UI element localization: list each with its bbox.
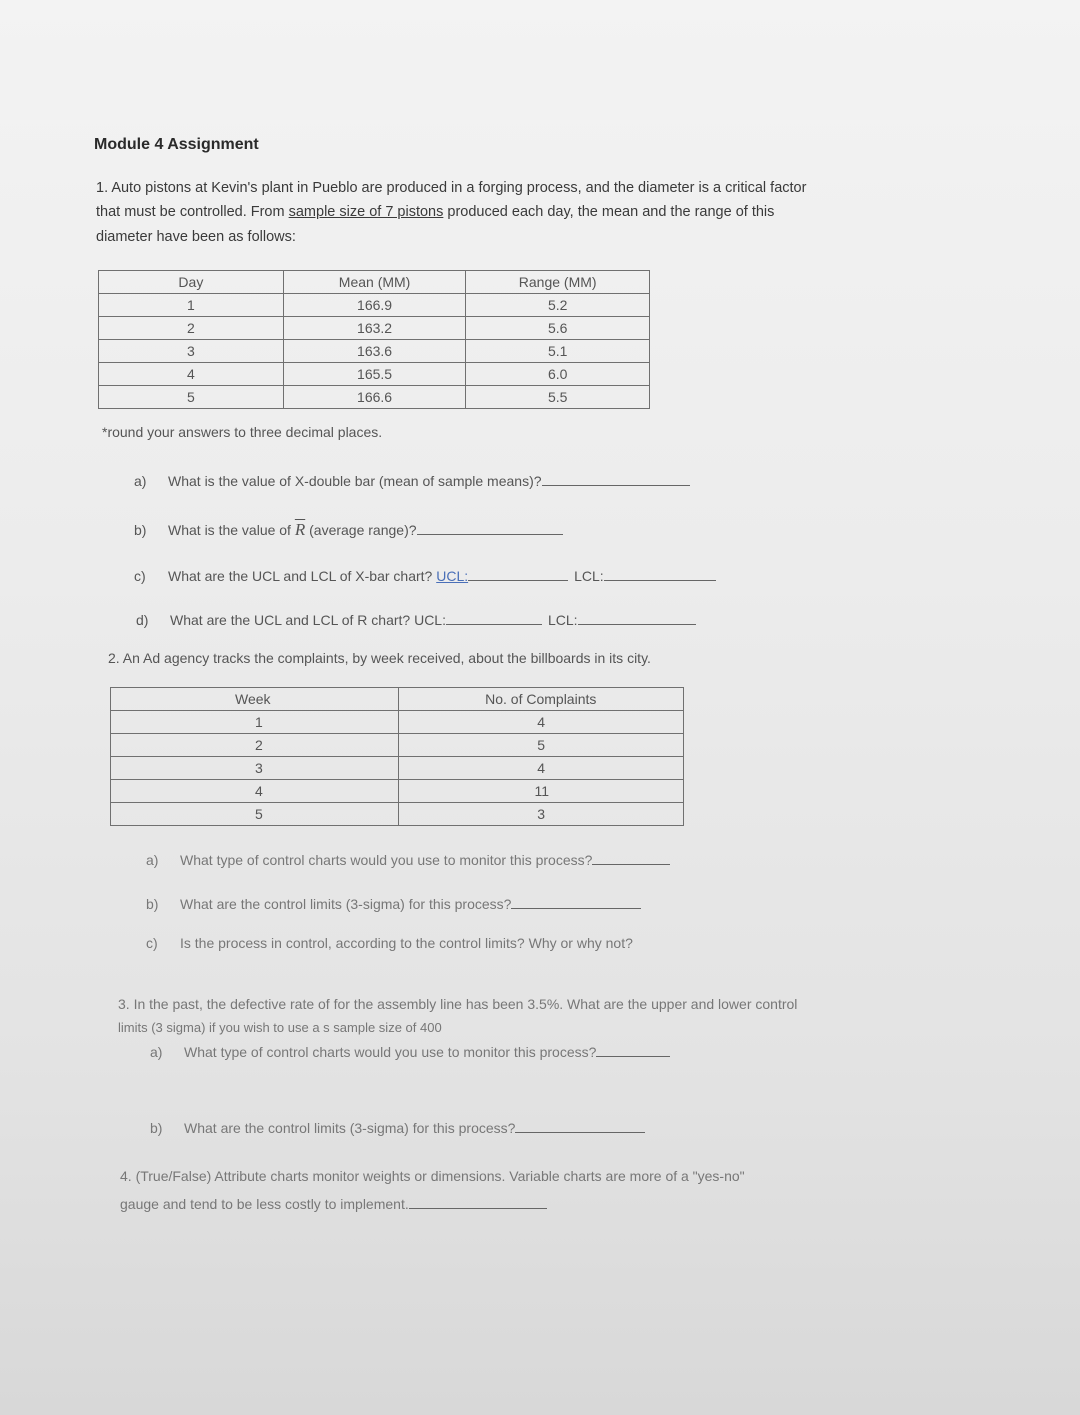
table-header-mean: Mean (MM) [283,271,466,294]
q1-b-answer-blank[interactable] [417,520,563,535]
q1-b-r-symbol: $\overline{R}$ [294,520,306,539]
q3-a-label: a) [150,1044,163,1060]
table-cell-complaints: 4 [398,711,683,734]
table-cell-complaints: 5 [398,734,683,757]
table-cell-range: 6.0 [466,363,650,386]
q2-a-label: a) [146,852,159,868]
q4-text-line2 [120,1194,547,1212]
table-header-row [99,271,650,294]
q1-d-label: d) [136,612,149,628]
table-cell-range: 5.5 [466,386,650,409]
q3-text-line2: limits (3 sigma) if you wish to use a s sample size of 400 [118,1020,442,1035]
q2-c-label: c) [146,935,158,951]
q1-d-lcl-label: LCL: [547,612,578,628]
q3-b-answer-blank[interactable] [515,1118,645,1133]
table-cell-week: 1 [111,711,399,734]
q2-question-c [146,935,633,951]
table-row [99,386,650,409]
table-cell-day: 1 [99,294,284,317]
q1-b-text-b: (average range)? [305,522,417,538]
q2-intro: 2. An Ad agency tracks the complaints, by week received, about the billboards in its city. [108,650,651,666]
q1-question-a [134,471,690,489]
table-row [99,317,650,340]
q2-table [110,687,684,826]
q1-a-text: What is the value of X-double bar (mean of sample means)? [168,473,542,489]
q1-text-line2 [96,200,774,224]
q2-question-a [146,850,670,868]
table-row [99,294,650,317]
table-row [111,757,684,780]
table-cell-mean: 166.6 [283,386,466,409]
table-cell-range: 5.1 [466,340,650,363]
q3-text-line1: 3. In the past, the defective rate of for the assembly line has been 3.5%. What are the upper and lower control [118,996,798,1012]
q1-text-line1: 1. Auto pistons at Kevin's plant in Pueblo are produced in a forging process, and the diameter is a critical factor [96,180,807,196]
table-cell-range: 5.2 [466,294,650,317]
q4-text-line1: 4. (True/False) Attribute charts monitor weights or dimensions. Variable charts are more of a "yes-no" [120,1168,745,1184]
table-cell-week: 5 [111,803,399,826]
q3-b-label: b) [150,1120,163,1136]
table-cell-week: 2 [111,734,399,757]
q1-table [98,270,650,409]
q1-text-line2-b: produced each day, the mean and the range of this [443,204,775,220]
q1-c-lcl-label: LCL: [574,568,604,584]
table-row [99,363,650,386]
table-row [99,340,650,363]
table-row [111,711,684,734]
table-header-day: Day [99,271,284,294]
table-cell-week: 4 [111,780,399,803]
q1-d-text: What are the UCL and LCL of R chart? UCL: [170,612,446,628]
q1-text-line2-a: that must be controlled. From [96,204,289,220]
q4-answer-blank[interactable] [409,1194,547,1209]
table-cell-day: 5 [99,386,284,409]
q3-a-text: What type of control charts would you use to monitor this process? [184,1044,597,1060]
q2-a-text: What type of control charts would you use to monitor this process? [180,852,593,868]
table-row [111,734,684,757]
table-cell-day: 2 [99,317,284,340]
q1-question-b [134,520,563,540]
table-header-range: Range (MM) [466,271,650,294]
q1-text-line3: diameter have been as follows: [96,229,296,245]
q2-b-answer-blank[interactable] [511,894,641,909]
table-row [111,803,684,826]
table-cell-mean: 166.9 [283,294,466,317]
q3-question-a [150,1042,670,1060]
q1-c-text: What are the UCL and LCL of X-bar chart? [168,568,437,584]
table-cell-mean: 163.2 [283,317,466,340]
q2-b-label: b) [146,896,159,912]
q1-b-label: b) [134,522,147,538]
q1-a-answer-blank[interactable] [542,471,690,486]
table-cell-mean: 163.6 [283,340,466,363]
q1-c-ucl-label: UCL: [436,568,469,584]
table-cell-complaints: 3 [398,803,683,826]
table-cell-range: 5.6 [466,317,650,340]
table-cell-complaints: 4 [398,757,683,780]
q2-c-text: Is the process in control, according to the control limits? Why or why not? [180,935,633,951]
q3-b-text: What are the control limits (3-sigma) for this process? [184,1120,516,1136]
q2-a-answer-blank[interactable] [592,850,670,865]
q3-question-b [150,1118,645,1136]
q2-question-b [146,894,641,912]
table-cell-day: 4 [99,363,284,386]
q3-a-answer-blank[interactable] [596,1042,670,1057]
q2-b-text: What are the control limits (3-sigma) for this process? [180,896,512,912]
q1-d-ucl-blank[interactable] [446,610,542,625]
q1-c-label: c) [134,568,146,584]
table-header-row [111,688,684,711]
q1-sample-size: sample size of 7 pistons [288,204,444,220]
table-header-week: Week [111,688,399,711]
table-cell-day: 3 [99,340,284,363]
q1-rounding-note: *round your answers to three decimal places. [102,424,383,440]
q1-c-lcl-blank[interactable] [604,566,716,581]
page-title: Module 4 Assignment [94,136,259,153]
q1-c-ucl-blank[interactable] [468,566,568,581]
table-header-complaints: No. of Complaints [398,688,683,711]
q4-text-line2-content: gauge and tend to be less costly to implement. [120,1196,409,1212]
q1-b-text-a: What is the value of [168,522,295,538]
table-cell-complaints: 11 [398,780,683,803]
table-row [111,780,684,803]
q1-a-label: a) [134,473,147,489]
table-cell-week: 3 [111,757,399,780]
table-cell-mean: 165.5 [283,363,466,386]
q1-question-d [136,610,696,628]
q1-d-lcl-blank[interactable] [578,610,696,625]
q1-question-c [134,566,716,584]
